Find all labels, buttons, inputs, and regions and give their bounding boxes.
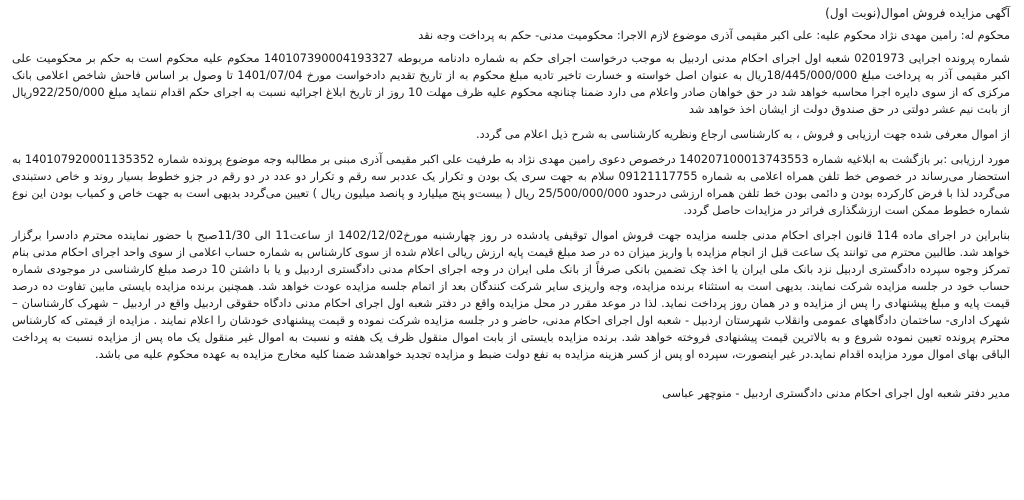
notice-paragraph-execution: شماره پرونده اجرایی 0201973 شعبه اول اجرای احکام مدنی اردبیل به موجب درخواست اجرای حکم به شماره دادنامه مربوطه 140107390004193327 محکوم علیه محکوم است به حکم بر محکومیت علی اکبر مقیمی آذر به پرداخت مبلغ 18/445/000/000ریال به عنوان اصل خواسته و خسارت تاخیر تادیه مبلغ محکوم به از تاریخ تقدیم دادخواست مورخ 1401/07/04 تا وصول بر اساس فاحش شاخص اعلامی بانک مرکزی که از سوی دایره اجرا محاسبه خواهد شد در حق خواهان صادر واعلام می دارد ضمنا چنانچه محکوم علیه ظرف مهلت 10 روز از تاریخ ابلاغ اجرائیه نسبت به اجرای حکم اقدام ننماید مبلغ 922/250/000ریال از بابت نیم عشر دولتی در حق صندوق دولت از ایشان اخذ خواهد شد — [12, 52, 1010, 116]
notice-parties: محکوم له: رامین مهدی نژاد محکوم علیه: علی اکبر مقیمی آذری موضوع لازم الاجرا: محکومیت مدنی- حکم به پرداخت وجه نقد — [418, 29, 1010, 42]
notice-signature: مدیر دفتر شعبه اول اجرای احکام مدنی دادگستری اردبیل - منوچهر عباسی — [662, 387, 1010, 400]
notice-paragraph-referral: از اموال معرفی شده جهت ارزیابی و فروش ، به کارشناسی ارجاع ونظریه کارشناسی به شرح ذیل اعلام می گردد. — [476, 128, 1010, 141]
notice-paragraph-auction-terms: بنابراین در اجرای ماده 114 قانون اجرای احکام مدنی جلسه مزایده جهت فروش اموال توقیفی یادشده در روز چهارشنبه مورخ1402/12/02 از ساعت11 الی 11/30صبح با حضور نماینده محترم دادسرا برگزار خواهد شد. طالبین محترم می توانند یک ساعت قبل از انجام مزایده با واریز میزان ده در صد مبلغ قیمت پایه ارزش ریالی اعلام شده از سوی کارشناس به شماره حساب اعلامی از سوی واحد اجرای احکام مدنی بنام تمرکز وجوه سپرده دادگستری اردبیل نزد بانک ملی ایران یا اخذ چک تضمین بانکی صرفاً از بانک ملی ایران در وجه اجرای احکام مدنی دادگستری اردبیل و یا با داشتن 10 درصد مبلغ کارشناسی در موجودی شماره حساب خود در جلسه مزایده شرکت نمایند. بدیهی است به استثناء برنده مزایده، وجه واریزی سایر شرکت کنندگان بعد از اتمام جلسه مزایده عودت خواهد شد. همچنین برنده مزایده بایستی مابین تفاوت ده درصد قیمت پایه و مبلغ پیشنهادی را پس از مزایده و در همان روز پرداخت نماید. لذا در موعد مقرر در محل مزایده واقع در دفتر شعبه اول اجرای احکام مدنی دادگاه حقوقی اردبیل واقع در اردبیل – شهرک کارشناسان – شهرک اداری- ساختمان دادگاههای عمومی وانقلاب شهرستان اردبیل - شعبه اول اجرای احکام مدنی، حاضر و در جلسه مزایده شرکت نموده و قیمت پیشنهادی خودشان را اعلام نمایند . مزایده از قیمتی که کارشناس محترم پرونده تعیین نموده شروع و به بالاترین قیمت پیشنهادی فروخته خواهد شد. برنده مزایده بایستی از بابت اموال منقول ظرف یک هفته و نسبت به اموال غیر منقول یک ماه پس از مزایده نسبت به پرداخت الباقی بهای اموال مورد مزایده اقدام نماید.در غیر اینصورت، سپرده او پس از کسر هزینه مزایده به نفع دولت ضبط و مزایده تجدید خواهدشد ضمنا کلیه مخارج مزایده به عهده محکوم علیه می باشد. — [12, 229, 1010, 361]
notice-title: آگهی مزایده فروش اموال(نوبت اول) — [825, 6, 1010, 20]
notice-paragraph-appraisal: مورد ارزیابی :بر بازگشت به ابلاغیه شماره 140207100013743553 درخصوص دعوی رامین مهدی نژاد به طرفیت علی اکبر مقیمی آذری مبنی بر مطالبه وجه موضوع پرونده شماره 140107920001135352 به استحضار می‌رساند در خصوص خط تلفن همراه اعلامی به شماره 09121117755 سلام به جهت سری یک بودن و تکرار یک عددبر سه رقم و تکرار دو عدد در دو رقم در جزو خطوط بسیار روند و خاص دستبندی می‌گردد لذا با فرض کارکرده بودن و دائمی بودن خط تلفن همراه ارزشی درحدود 25/500/000/000 ریال ( بیست‌و پنج میلیارد و پانصد میلیون ریال ) تعیین می‌گردد بدیهی است به جهت خاص و کمیاب بودن این نوع شماره خطوط ممکن است ارزشگذاری فراتر در مزایدات حاصل گردد. — [12, 153, 1010, 217]
